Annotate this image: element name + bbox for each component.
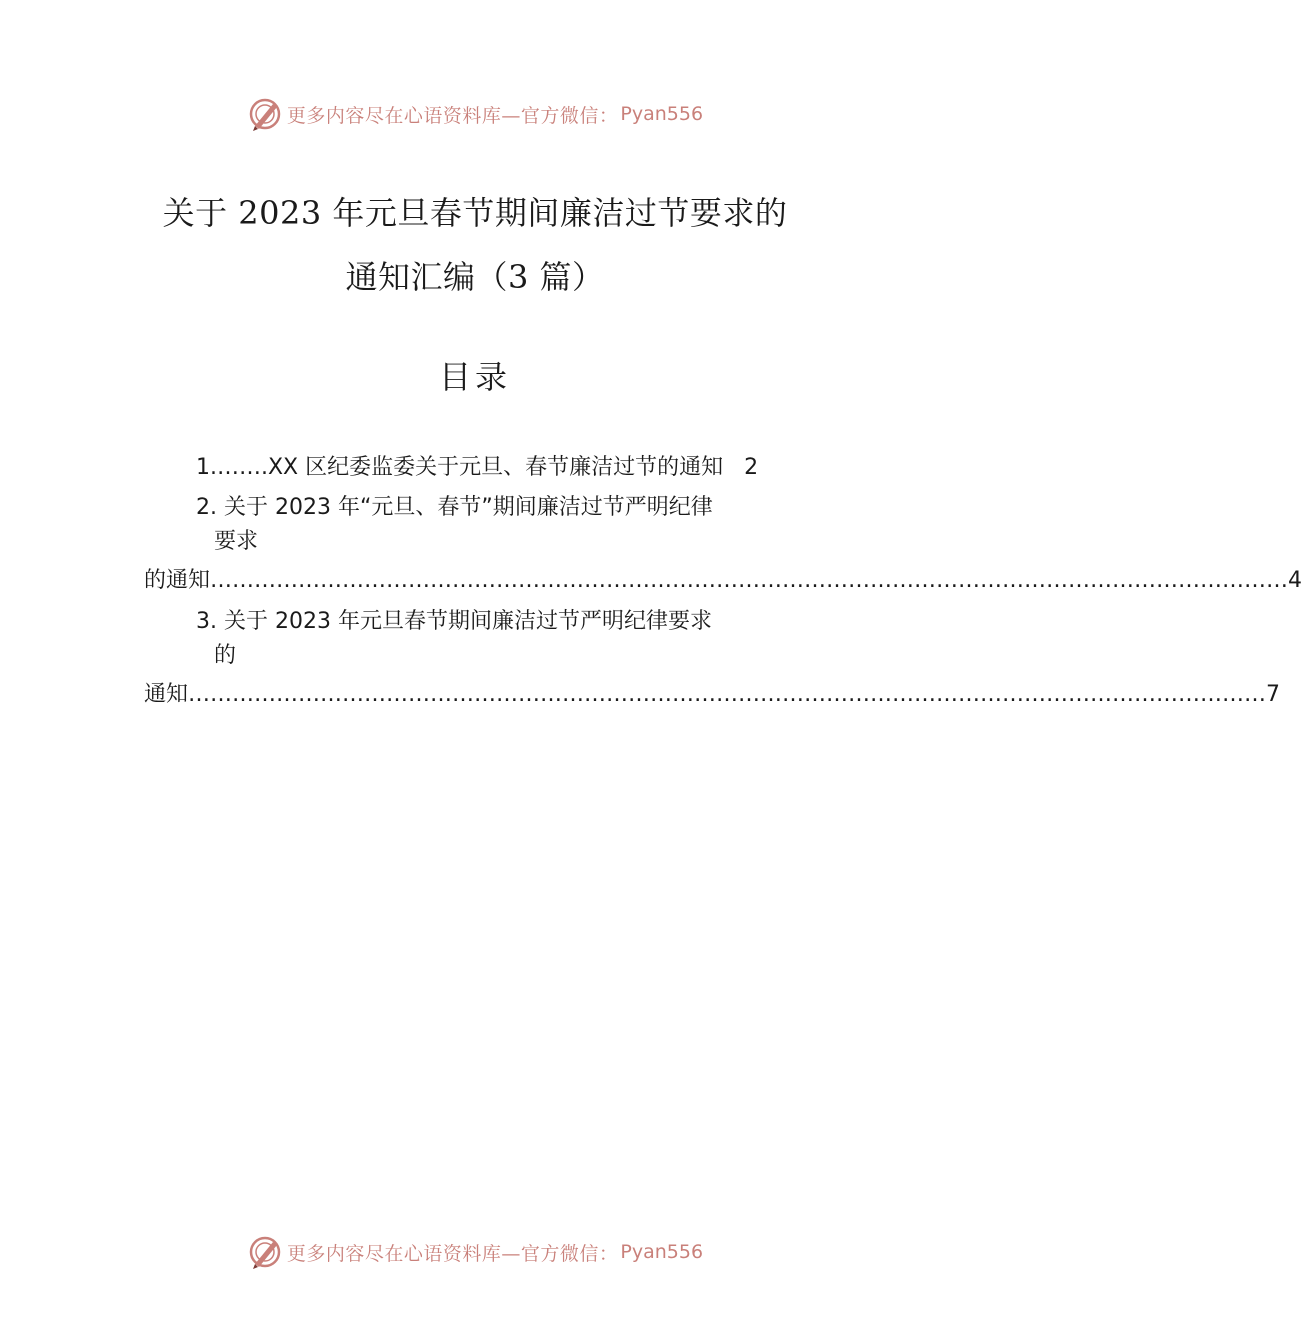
toc-entry-2-leader: ………………………………………………………………………………………………………………………………… bbox=[210, 568, 1289, 593]
toc-entry-1[interactable] bbox=[196, 453, 758, 483]
footer-banner-text: 更多内容尽在心语资料库—官方微信： bbox=[286, 1242, 619, 1265]
toc-entry-3-leader: ………………………………………………………………………………………………………………………………… bbox=[188, 682, 1267, 707]
toc-entry-2-line2[interactable]: 要求 bbox=[214, 529, 259, 554]
doc-title-line2: 通知汇编（3 篇） bbox=[345, 258, 605, 296]
pen-logo-icon bbox=[247, 96, 283, 132]
toc-entry-1-text: 1.…….XX 区纪委监委关于元旦、春节廉洁过节的通知 bbox=[196, 455, 724, 480]
toc-entry-2-line1[interactable]: 2. 关于 2023 年“元旦、春节”期间廉洁过节严明纪律 bbox=[196, 495, 713, 520]
footer-banner-wechat-id: Pyan556 bbox=[620, 1241, 704, 1263]
toc-entry-3-line1[interactable]: 3. 关于 2023 年元旦春节期间廉洁过节严明纪律要求 bbox=[196, 609, 712, 634]
footer-banner bbox=[0, 1232, 950, 1272]
banner-wechat-id: Pyan556 bbox=[620, 103, 704, 125]
toc-entry-1-page: 2 bbox=[744, 455, 759, 480]
toc-entry-3-page: 7 bbox=[1266, 682, 1281, 707]
toc-heading: 目录 bbox=[438, 358, 511, 396]
toc-entry-2-line3[interactable] bbox=[144, 566, 1302, 596]
doc-title-line1: 关于 2023 年元旦春节期间廉洁过节要求的 bbox=[162, 194, 788, 232]
toc-entry-2-tail: 的通知 bbox=[144, 568, 211, 593]
banner-text: 更多内容尽在心语资料库—官方微信： bbox=[286, 104, 619, 127]
pen-logo-icon bbox=[247, 1234, 283, 1270]
toc-entry-2-page: 4 bbox=[1288, 568, 1302, 593]
toc-entry-3-line3[interactable] bbox=[144, 680, 1281, 710]
toc-entry-3-tail: 通知 bbox=[144, 682, 189, 707]
header-banner bbox=[0, 94, 950, 134]
toc-entry-3-line2[interactable]: 的 bbox=[214, 643, 237, 668]
